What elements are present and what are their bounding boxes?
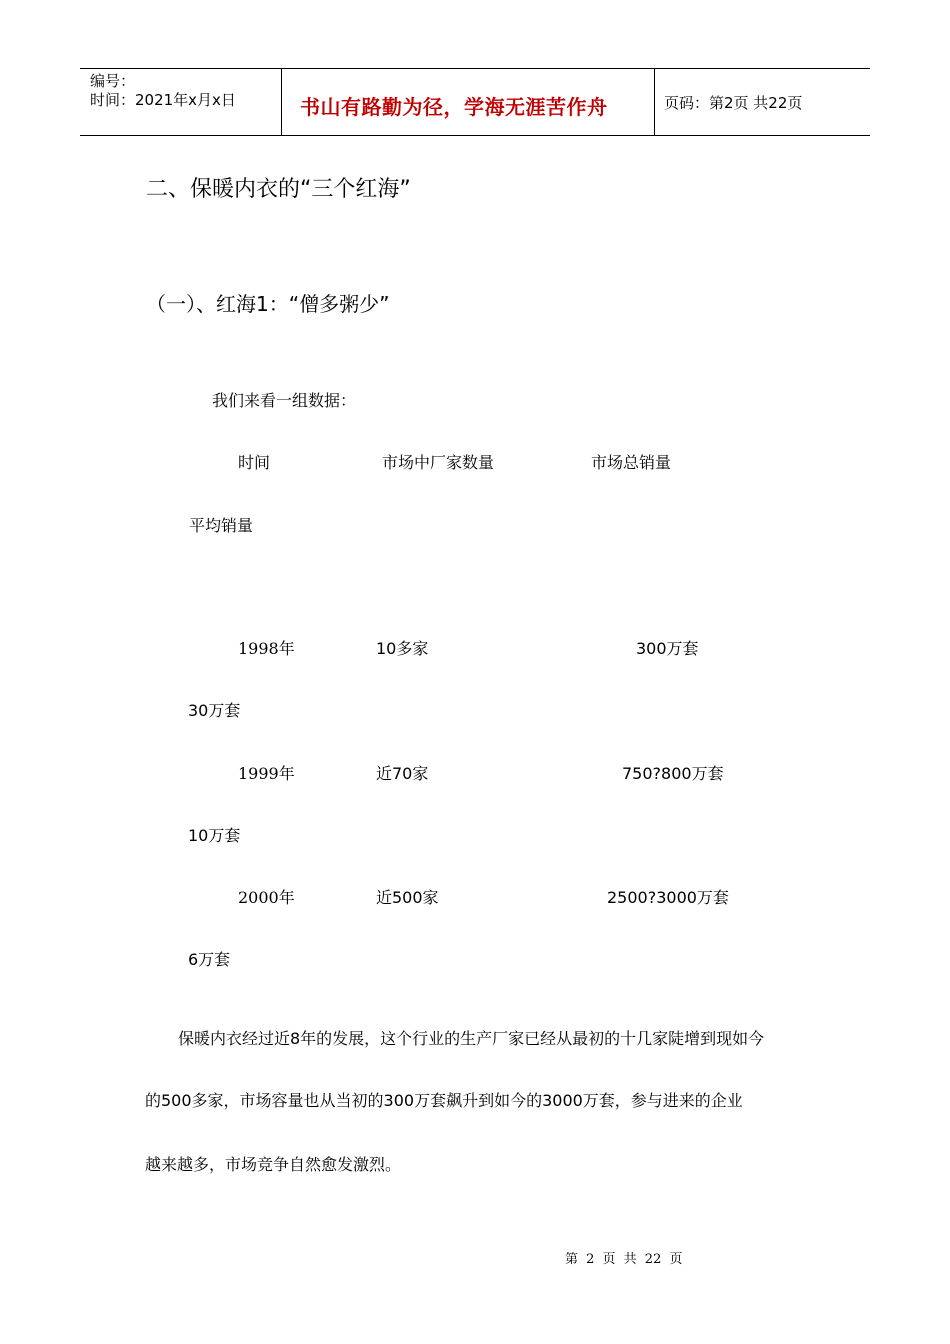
time-label: 时间：2021年x月x日 (90, 91, 236, 109)
subsection-title: （一）、红海1：“僧多粥少” (146, 292, 390, 316)
row-1998-average: 30万套 (188, 701, 241, 720)
col-header-total: 市场总销量 (591, 453, 672, 472)
row-2000-average: 6万套 (188, 950, 231, 969)
row-1998-year: 1998年 (238, 639, 295, 658)
header-divider-right (654, 68, 655, 136)
row-2000-makers: 近500家 (376, 888, 439, 907)
paragraph-line-2: 的500多家，市场容量也从当初的300万套飙升到如今的3000万套，参与进来的企业 (145, 1091, 743, 1110)
row-2000-total: 2500?3000万套 (607, 888, 729, 907)
row-1998-makers: 10多家 (376, 639, 429, 658)
col-header-makers: 市场中厂家数量 (382, 453, 495, 472)
header-divider-left (281, 68, 282, 136)
page-footer: 第 2 页 共 22 页 (565, 1252, 683, 1267)
col-header-time: 时间 (238, 453, 271, 472)
paragraph-line-3: 越来越多，市场竞争自然愈发激烈。 (145, 1155, 402, 1174)
row-1999-makers: 近70家 (376, 764, 429, 783)
motto: 书山有路勤为径，学海无涯苦作舟 (300, 95, 608, 119)
section-title: 二、保暖内衣的“三个红海” (146, 177, 411, 202)
row-2000-year: 2000年 (238, 888, 295, 907)
row-1999-year: 1999年 (238, 764, 295, 783)
row-1999-total: 750?800万套 (622, 764, 724, 783)
page-label: 页码：第2页 共22页 (664, 94, 803, 112)
header-bottom-rule (80, 135, 870, 136)
col-header-average: 平均销量 (189, 516, 254, 535)
intro-text: 我们来看一组数据： (212, 391, 357, 410)
row-1999-average: 10万套 (188, 826, 241, 845)
row-1998-total: 300万套 (636, 639, 699, 658)
serial-label: 编号： (90, 72, 136, 90)
header-top-rule (80, 68, 870, 69)
paragraph-line-1: 保暖内衣经过近8年的发展，这个行业的生产厂家已经从最初的十几家陡增到现如今 (178, 1029, 765, 1048)
